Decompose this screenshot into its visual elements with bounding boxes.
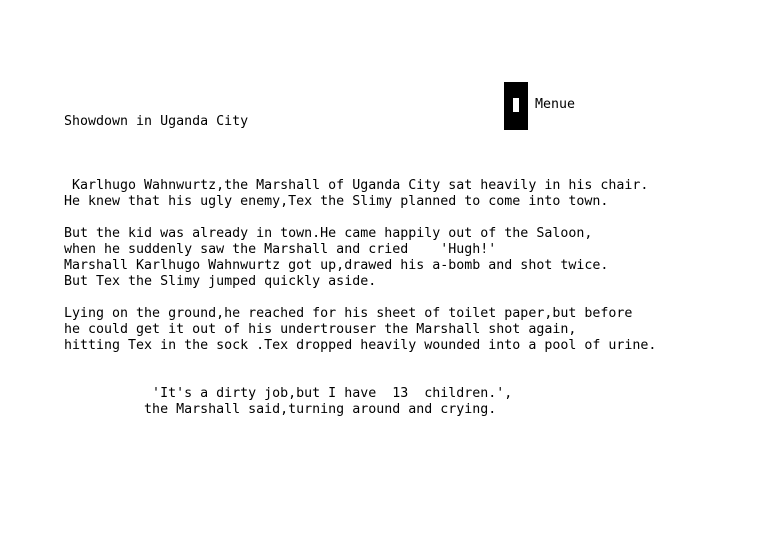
- story-quote-line: the Marshall said,turning around and crying.: [64, 402, 497, 417]
- story-line: But the kid was already in town.He came happily out of the Saloon,: [64, 226, 593, 241]
- menu-icon: [513, 98, 519, 112]
- story-line: Lying on the ground,he reached for his sheet of toilet paper,but before: [64, 306, 633, 321]
- story-quote-line: 'It's a dirty job,but I have 13 children.',: [64, 386, 513, 401]
- story-line: he could get it out of his undertrouser the Marshall shot again,: [64, 322, 577, 337]
- story-line: Marshall Karlhugo Wahnwurtz got up,drawed his a-bomb and shot twice.: [64, 258, 609, 273]
- story-line: when he suddenly saw the Marshall and cried 'Hugh!': [64, 242, 497, 257]
- story-line: But Tex the Slimy jumped quickly aside.: [64, 274, 377, 289]
- menu-label[interactable]: Menue: [535, 97, 576, 112]
- menu-button[interactable]: [504, 82, 528, 130]
- story-title: Showdown in Uganda City: [64, 114, 249, 129]
- story-line: Karlhugo Wahnwurtz,the Marshall of Uganda City sat heavily in his chair.: [64, 178, 649, 193]
- story-line: He knew that his ugly enemy,Tex the Slimy planned to come into town.: [64, 194, 609, 209]
- story-line: hitting Tex in the sock .Tex dropped heavily wounded into a pool of urine.: [64, 338, 657, 353]
